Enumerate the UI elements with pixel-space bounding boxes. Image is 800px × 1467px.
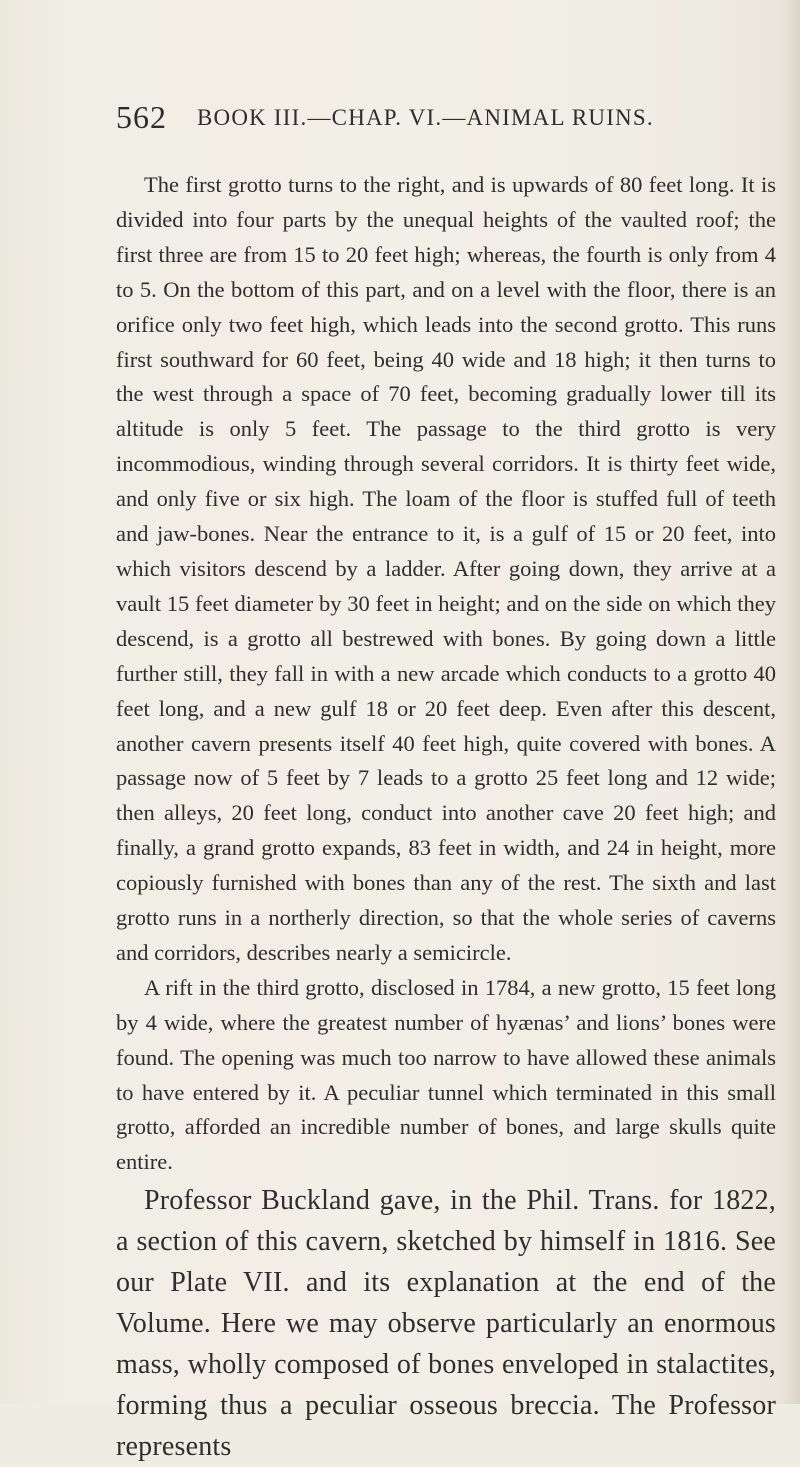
paragraph-grotto-description: The first grotto turns to the right, and is upwards of 80 feet long. It is divided into four parts by the unequal heights of the vaulted roof; the first three are from 15 to 20 feet high; whereas, the fourth is only from 4 to 5. On the bottom of this part, and on a level with the floor, there is an orifice only two feet high, which leads into the second grotto. This runs first southward for 60 feet, being 40 wide and 18 high; it then turns to the west through a space of 70 feet, becoming gradually lower till its altitude is only 5 feet. The passage to the third grotto is very incommodious, winding through several corridors. It is thirty feet wide, and only five or six high. The loam of the floor is stuffed full of teeth and jaw-bones. Near the entrance to it, is a gulf of 15 or 20 feet, into which visitors descend by a ladder. After going down, they arrive at a vault 15 feet diameter by 30 feet in height; and on the side on which they descend, is a grotto all bestrewed with bones. By going down a little further still, they fall in with a new arcade which conducts to a grotto 40 feet long, and a new gulf 18 or 20 feet deep. Even after this descent, another cavern presents itself 40 feet high, quite covered with bones. A passage now of 5 feet by 7 leads to a grotto 25 feet long and 12 wide; then alleys, 20 feet long, conduct into another cave 20 feet high; and finally, a grand grotto expands, 83 feet in width, and 24 in height, more copiously furnished with bones than any of the rest. The sixth and last grotto runs in a northerly direction, so that the whole series of caverns and corridors, describes nearly a semicircle.	[116, 172, 776, 965]
page-number: 562	[116, 99, 167, 135]
paragraph-rift-grotto: A rift in the third grotto, disclosed in 1784, a new grotto, 15 feet long by 4 wide, where the greatest number of hyænas’ and lions’ bones were found. The opening was much too narrow to have allowed these animals to have entered by it. A peculiar tunnel which terminated in this small grotto, afforded an incredible number of bones, and large skulls quite entire.	[116, 974, 776, 1175]
page-header	[116, 98, 776, 136]
running-head: BOOK III.—CHAP. VI.—ANIMAL RUINS.	[197, 105, 654, 130]
paragraph-buckland: Professor Buckland gave, in the Phil. Trans. for 1822, a section of this cavern, sketched by himself in 1816. See our Plate VII. and its explanation at the end of the Volume. Here we may observe particularly an enormous mass, wholly composed of bones enveloped in stalactites, forming thus a peculiar osseous breccia. The Professor represents	[116, 1185, 776, 1463]
body-text	[116, 168, 776, 1467]
page-edge-shadow	[782, 0, 800, 1404]
